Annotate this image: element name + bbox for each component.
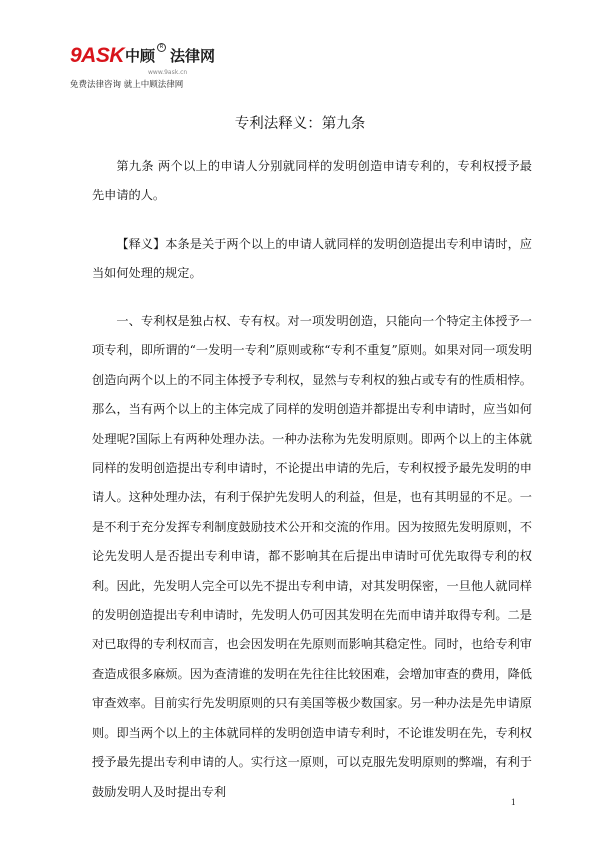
- interpretation-intro: 【释义】本条是关于两个以上的申请人就同样的发明创造提出专利申请时，应当如何处理的规定。: [92, 237, 532, 281]
- site-logo: [70, 40, 230, 92]
- logo-brand-cn-part1: 中顾: [125, 47, 156, 65]
- registered-mark-icon: R: [157, 43, 166, 52]
- article-text: 第九条 两个以上的申请人分别就同样的发明创造申请专利的，专利权授予最先申请的人。: [92, 159, 532, 203]
- document-title: 专利法释义：第九条: [234, 116, 366, 132]
- logo-url: www.9ask.cn: [148, 69, 188, 76]
- page-number: 1: [511, 797, 516, 807]
- logo-brand-latin: 9ASK: [70, 44, 125, 67]
- interpretation-section-1: 一、专利权是独占权、专有权。对一项发明创造，只能向一个特定主体授予一项专利，即所谓的“一发明一专利”原则或称“专利不重复”原则。如果对同一项发明创造向两个以上的不同主体授予专利权，显然与专利权的独占或专有的性质相悖。那么，当有两个以上的主体完成了同样的发明创造并都提出专利申请时，应当如何处理呢?国际上有两种处理办法。一种办法称为先发明原则。即两个以上的主体就同样的发明创造提出专利申请时，不论提出申请的先后，专利权授予最先发明的申请人。这种处理办法，有利于保护先发明人的利益，但是，也有其明显的不足。一是不利于充分发挥专利制度鼓励技术公开和交流的作用。因为按照先发明原则，不论先发明人是否提出专利申请，都不影响其在后提出申请时可优先取得专利的权利。因此，先发明人完全可以先不提出专利申请，对其发明保密，一旦他人就同样的发明创造提出专利申请时，先发明人仍可因其发明在先而申请并取得专利。二是对已取得的专利权而言，也会因发明在先原则而影响其稳定性。同时，也给专利审查造成很多麻烦。因为查清谁的发明在先往往比较困难，会增加审查的费用，降低审查效率。目前实行先发明原则的只有美国等极少数国家。另一种办法是先申请原则。即当两个以上的主体就同样的发明创造申请专利时，不论谁发明在先，专利权授予最先提出专利申请的人。实行这一原则，可以克服先发明原则的弊端，有利于鼓励发明人及时提出专利: [92, 314, 532, 799]
- logo-wordmark: [70, 40, 230, 70]
- logo-brand-cn-part2: 法律网: [170, 47, 216, 65]
- logo-slogan: 免费法律咨询 就上中顾法律网: [70, 80, 184, 90]
